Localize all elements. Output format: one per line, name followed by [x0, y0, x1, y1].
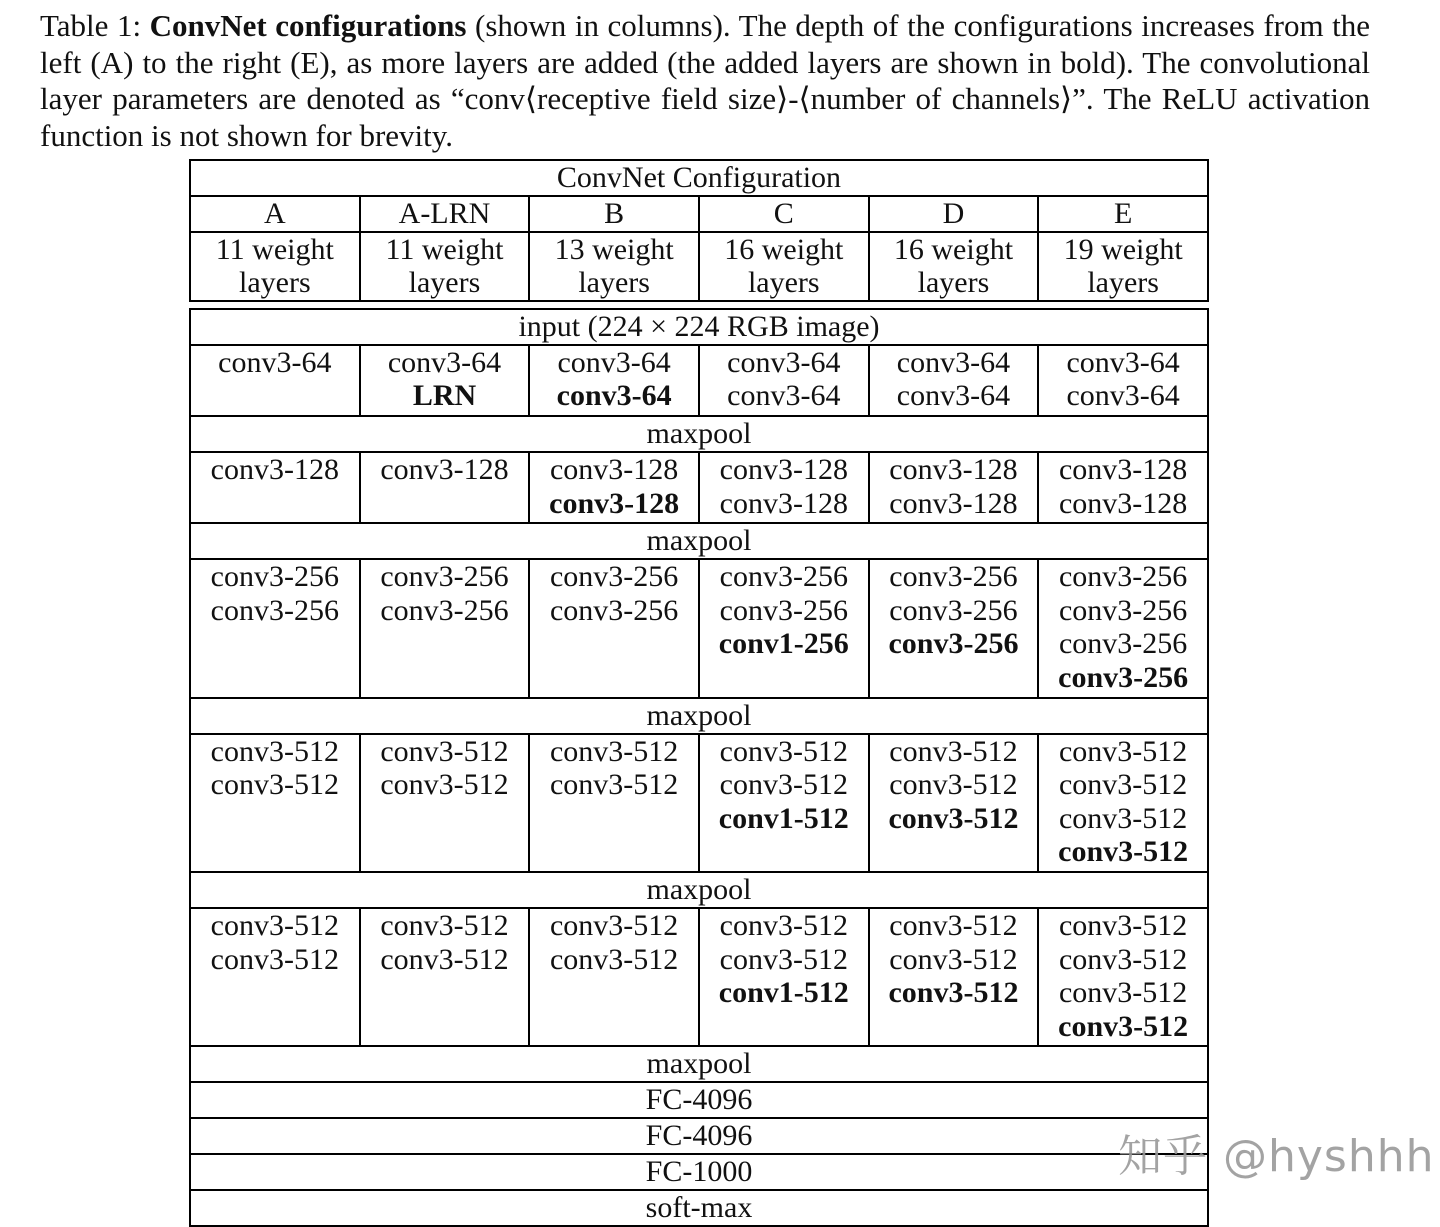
layer: conv3-128	[889, 486, 1018, 520]
layer-cell	[1038, 734, 1208, 872]
layer: conv3-128	[1058, 452, 1188, 486]
depth-text: 11 weight	[215, 232, 334, 266]
config-name-a-lrn: A-LRN	[360, 196, 530, 232]
layer: conv3-512	[1058, 942, 1188, 976]
layer-cell	[190, 559, 360, 697]
layer-cell	[190, 345, 360, 416]
config-name-row	[190, 196, 1208, 232]
layer: conv3-512	[1058, 734, 1188, 768]
layer: conv3-256	[380, 560, 509, 594]
config-depth-row	[190, 232, 1208, 301]
layer-cell	[190, 734, 360, 872]
added-layer: conv3-256	[888, 627, 1019, 661]
layer: conv3-256	[549, 593, 679, 627]
maxpool: maxpool	[190, 1046, 1208, 1082]
config-name-b: B	[529, 196, 699, 232]
config-depth-e	[1038, 232, 1208, 301]
config-name-c: C	[699, 196, 869, 232]
maxpool-row	[190, 872, 1208, 908]
layer: conv3-512	[1058, 908, 1188, 942]
layer: conv3-64	[896, 345, 1011, 379]
layer: conv3-512	[549, 734, 679, 768]
added-layer: conv1-256	[718, 627, 849, 661]
layer: conv3-512	[1058, 768, 1188, 802]
layer-cell	[869, 452, 1039, 523]
layer: conv3-256	[549, 560, 679, 594]
layer: conv3-512	[1058, 976, 1188, 1010]
layer: conv3-512	[889, 908, 1018, 942]
depth-text: 19 weight	[1063, 232, 1183, 266]
layer: conv3-128	[719, 452, 848, 486]
layer-cell	[529, 908, 699, 1046]
layer: conv3-128	[1058, 486, 1188, 520]
table-title: ConvNet Configuration	[190, 160, 1208, 196]
layer: conv3-64	[727, 345, 841, 379]
layer: conv3-64	[1066, 345, 1180, 379]
layer-cell	[699, 559, 869, 697]
layer: conv3-512	[210, 942, 339, 976]
layer: conv3-256	[1058, 560, 1188, 594]
layer-cell	[360, 559, 530, 697]
layer-cell	[869, 559, 1039, 697]
layer-block-row	[190, 345, 1208, 416]
layer-block-row	[190, 559, 1208, 697]
layer: conv3-128	[210, 452, 339, 486]
fc-layer-row	[190, 1082, 1208, 1118]
layer: conv3-256	[719, 593, 848, 627]
maxpool: maxpool	[190, 523, 1208, 559]
config-depth-c	[699, 232, 869, 301]
caption-label: Table 1:	[40, 8, 142, 43]
depth-text: layers	[408, 266, 481, 300]
layer-cell	[529, 734, 699, 872]
depth-text: layers	[578, 266, 650, 300]
maxpool-row	[190, 523, 1208, 559]
softmax-row	[190, 1190, 1208, 1226]
layer-cell	[869, 345, 1039, 416]
maxpool-row	[190, 416, 1208, 452]
layer: conv3-256	[719, 560, 848, 594]
layer-cell	[1038, 345, 1208, 416]
fc-layer-row	[190, 1118, 1208, 1154]
convnet-table	[189, 159, 1209, 1227]
added-layer: conv3-256	[1058, 660, 1189, 694]
config-depth-d	[869, 232, 1039, 301]
layer: conv3-256	[380, 593, 509, 627]
config-name-d: D	[869, 196, 1039, 232]
layer-cell	[529, 452, 699, 523]
layer: conv3-512	[380, 768, 509, 802]
fc-layer: FC-4096	[190, 1082, 1208, 1118]
config-name-e: E	[1038, 196, 1208, 232]
depth-text: layers	[239, 266, 311, 300]
layer-cell	[1038, 908, 1208, 1046]
fc-layer: FC-1000	[190, 1154, 1208, 1190]
layer: conv3-64	[557, 345, 671, 379]
layer-block-row	[190, 452, 1208, 523]
depth-text: 16 weight	[893, 232, 1014, 266]
layer: conv3-128	[719, 486, 848, 520]
config-header-table	[189, 159, 1209, 302]
depth-text: layers	[747, 266, 820, 300]
table-caption	[40, 8, 1370, 154]
depth-text: layers	[917, 266, 990, 300]
layer: conv3-64	[218, 345, 332, 379]
layer-block-row	[190, 734, 1208, 872]
layer: conv3-512	[1058, 801, 1188, 835]
added-layer: conv3-512	[888, 976, 1019, 1010]
layer-cell	[190, 452, 360, 523]
config-depth-a	[190, 232, 360, 301]
layer-cell	[360, 452, 530, 523]
layer: conv3-128	[549, 452, 679, 486]
added-layer: conv3-512	[1058, 835, 1189, 869]
layer: conv3-64	[896, 379, 1011, 413]
maxpool: maxpool	[190, 416, 1208, 452]
caption-title: ConvNet configurations	[149, 8, 467, 43]
layer: conv3-128	[889, 452, 1018, 486]
fc-layer-row	[190, 1154, 1208, 1190]
config-name-a: A	[190, 196, 360, 232]
layer-cell	[360, 734, 530, 872]
layer: conv3-64	[1066, 379, 1180, 413]
depth-text: layers	[1087, 266, 1159, 300]
layer: conv3-512	[210, 908, 339, 942]
layer-cell	[699, 345, 869, 416]
caption-text: (shown in columns). The depth of the configurations increases from the left (A) to the right (E), as more layers are added (the added layers are shown in bold). The convolutional layer parameters are denoted as “conv⟨receptive field size⟩-⟨number of channels⟩”. The ReLU activation function is not shown for brevity.	[40, 8, 1371, 153]
added-layer: LRN	[412, 379, 477, 413]
layer-cell	[1038, 452, 1208, 523]
added-layer: conv3-128	[549, 486, 680, 520]
layer-cell	[1038, 559, 1208, 697]
layer: conv3-512	[719, 942, 848, 976]
layer: conv3-256	[210, 593, 339, 627]
config-depth-b	[529, 232, 699, 301]
layer-cell	[699, 452, 869, 523]
depth-text: 16 weight	[724, 232, 844, 266]
added-layer: conv3-512	[1058, 1009, 1189, 1043]
maxpool: maxpool	[190, 698, 1208, 734]
layer: conv3-256	[1058, 593, 1188, 627]
layer-block-row	[190, 908, 1208, 1046]
layer-cell	[699, 734, 869, 872]
added-layer: conv3-512	[888, 801, 1019, 835]
layer: conv3-512	[889, 768, 1018, 802]
layer: conv3-256	[210, 560, 339, 594]
softmax: soft-max	[190, 1190, 1208, 1226]
layer: conv3-64	[387, 345, 502, 379]
layer-cell	[869, 734, 1039, 872]
layer: conv3-512	[549, 908, 679, 942]
layer: conv3-512	[549, 942, 679, 976]
added-layer: conv1-512	[718, 976, 849, 1010]
input-row: input (224 × 224 RGB image)	[190, 309, 1208, 345]
layer: conv3-256	[889, 593, 1018, 627]
layer-cell	[529, 559, 699, 697]
layer: conv3-512	[380, 734, 509, 768]
layer: conv3-64	[727, 379, 841, 413]
watermark: 知乎 @hyshhh	[1118, 1131, 1435, 1182]
fc-layer: FC-4096	[190, 1118, 1208, 1154]
layer: conv3-512	[719, 734, 848, 768]
maxpool-row	[190, 698, 1208, 734]
added-layer: conv1-512	[718, 801, 849, 835]
layer: conv3-512	[719, 908, 848, 942]
layer: conv3-512	[549, 768, 679, 802]
layer-cell	[699, 908, 869, 1046]
depth-text: 11 weight	[385, 232, 504, 266]
depth-text: 13 weight	[554, 232, 674, 266]
config-depth-a-lrn	[360, 232, 530, 301]
layer: conv3-512	[889, 734, 1018, 768]
layer-cell	[190, 908, 360, 1046]
added-layer: conv3-64	[556, 379, 672, 413]
layer: conv3-512	[889, 942, 1018, 976]
maxpool: maxpool	[190, 872, 1208, 908]
layer-cell	[869, 908, 1039, 1046]
maxpool-row	[190, 1046, 1208, 1082]
layer: conv3-128	[380, 452, 509, 486]
layer: conv3-256	[1058, 627, 1188, 661]
layer: conv3-512	[380, 908, 509, 942]
layer: conv3-512	[210, 734, 339, 768]
layer: conv3-512	[210, 768, 339, 802]
layer: conv3-256	[889, 560, 1018, 594]
layer: conv3-512	[719, 768, 848, 802]
layer: conv3-512	[380, 942, 509, 976]
layer-cell	[360, 908, 530, 1046]
layer-cell	[529, 345, 699, 416]
layer-cell	[360, 345, 530, 416]
config-layers-table	[189, 308, 1209, 1227]
